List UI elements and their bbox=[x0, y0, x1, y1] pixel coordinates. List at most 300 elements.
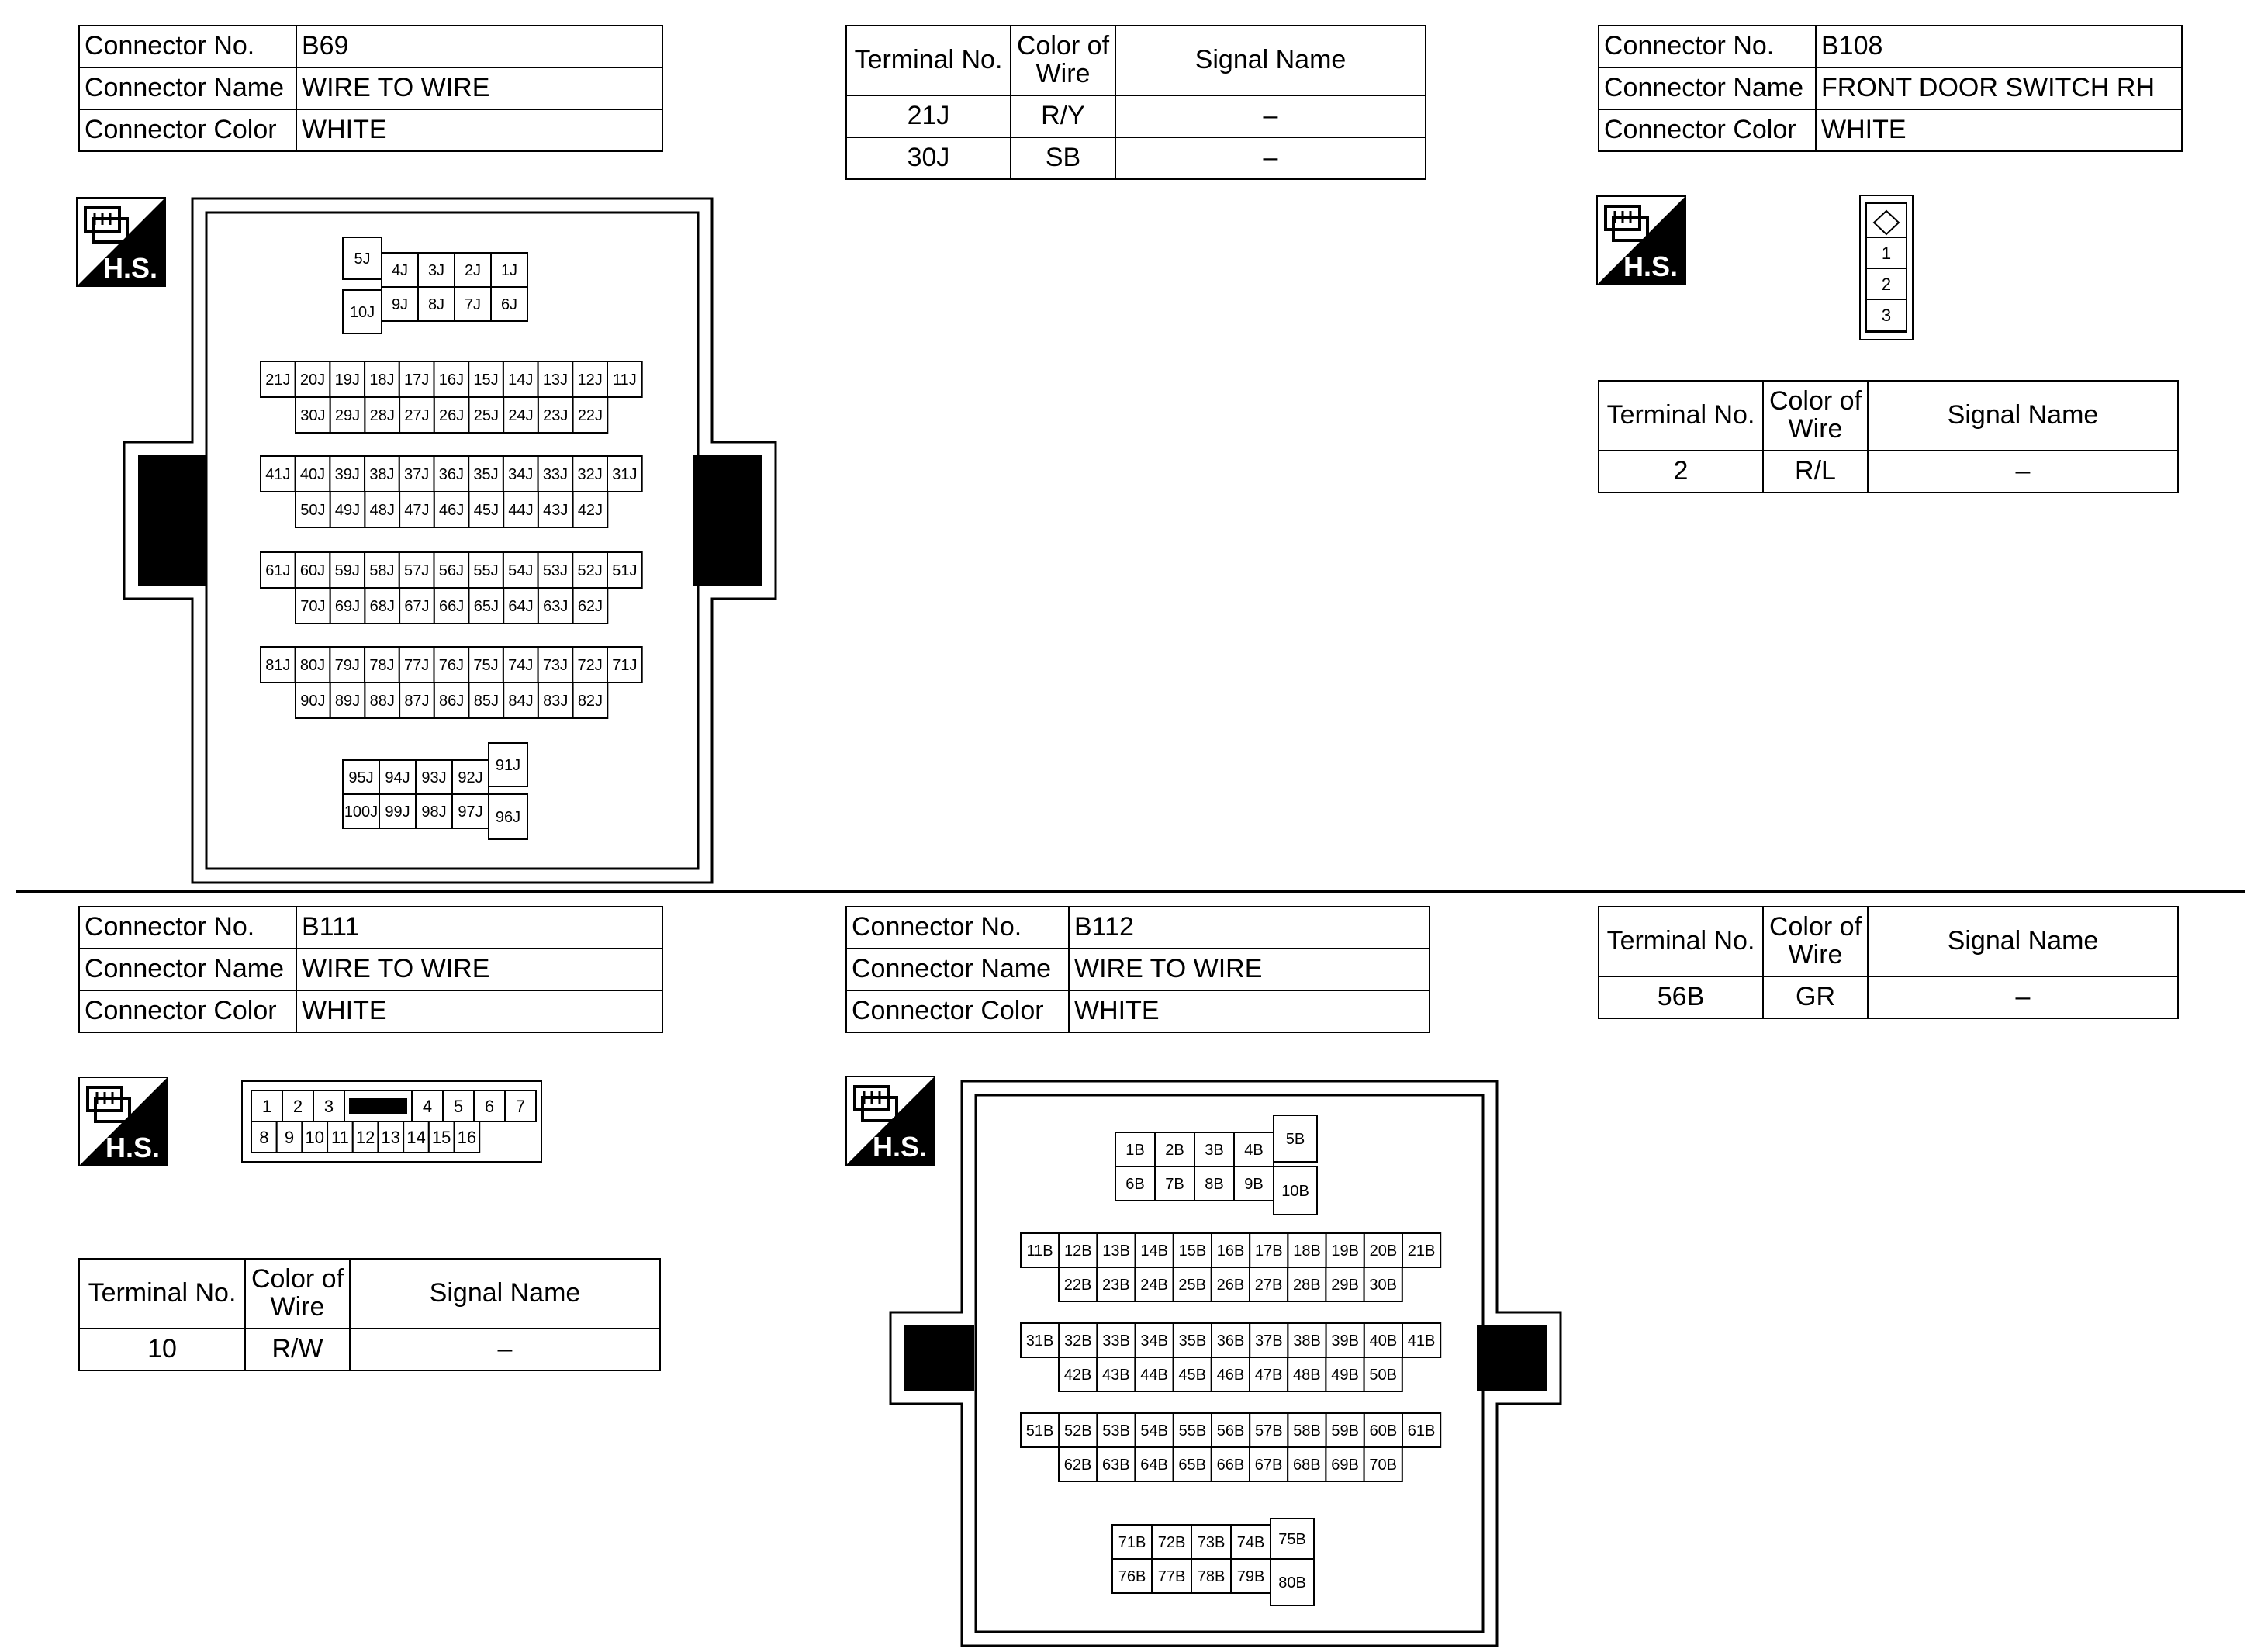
terminal-cell bbox=[1234, 1132, 1274, 1166]
terminal-cell bbox=[1155, 1132, 1194, 1166]
svg-text:H.S.: H.S. bbox=[1623, 251, 1678, 282]
svg-text:87J: 87J bbox=[404, 693, 430, 710]
terminal-no-cell: 56B bbox=[1599, 976, 1763, 1018]
terminal-cell bbox=[327, 1121, 353, 1153]
terminal-cell bbox=[607, 552, 642, 588]
terminal-cell bbox=[296, 683, 330, 718]
connector-name-label: Connector Name bbox=[846, 949, 1069, 990]
signal-name-cell: – bbox=[1115, 137, 1426, 179]
terminal-cell bbox=[503, 492, 538, 527]
terminal-cell bbox=[343, 290, 382, 334]
terminal-cell bbox=[1212, 1413, 1250, 1447]
terminal-cell bbox=[1097, 1233, 1135, 1267]
svg-text:49J: 49J bbox=[334, 502, 361, 520]
connector-color-value: WHITE bbox=[1069, 990, 1430, 1032]
terminal-cell bbox=[1364, 1357, 1402, 1391]
terminal-cell bbox=[489, 743, 527, 786]
terminal-cell bbox=[434, 647, 469, 683]
connector-no-label: Connector No. bbox=[79, 907, 296, 949]
svg-text:44J: 44J bbox=[508, 502, 534, 520]
terminal-cell bbox=[1021, 1413, 1059, 1447]
terminal-cell bbox=[1364, 1233, 1402, 1267]
connector-name-value: WIRE TO WIRE bbox=[296, 67, 662, 109]
svg-text:10J: 10J bbox=[349, 304, 375, 322]
terminal-cell bbox=[1402, 1413, 1440, 1447]
svg-text:38J: 38J bbox=[369, 466, 395, 484]
svg-text:30J: 30J bbox=[300, 407, 326, 425]
svg-text:25B: 25B bbox=[1178, 1277, 1206, 1294]
terminal-cell bbox=[1097, 1267, 1135, 1301]
svg-text:37J: 37J bbox=[404, 466, 430, 484]
svg-text:31J: 31J bbox=[612, 466, 638, 484]
svg-text:40J: 40J bbox=[299, 466, 326, 484]
svg-text:80J: 80J bbox=[299, 657, 326, 675]
svg-text:100J: 100J bbox=[344, 804, 379, 821]
terminal-cell bbox=[468, 361, 503, 397]
svg-text:4J: 4J bbox=[391, 262, 409, 280]
terminal-no-cell: 21J bbox=[846, 95, 1011, 137]
terminal-cell bbox=[573, 683, 608, 718]
svg-text:55B: 55B bbox=[1178, 1422, 1207, 1440]
connector-color-value: WHITE bbox=[1816, 109, 2182, 151]
terminal-cell bbox=[469, 492, 504, 527]
svg-text:50B: 50B bbox=[1369, 1367, 1397, 1384]
svg-text:18B: 18B bbox=[1293, 1242, 1321, 1260]
svg-text:H.S.: H.S. bbox=[105, 1132, 161, 1163]
svg-text:54B: 54B bbox=[1140, 1422, 1168, 1440]
svg-text:82J: 82J bbox=[577, 693, 603, 710]
svg-text:25J: 25J bbox=[473, 407, 499, 425]
connector-no-label: Connector No. bbox=[79, 26, 296, 67]
svg-text:48B: 48B bbox=[1293, 1367, 1321, 1384]
svg-text:20B: 20B bbox=[1369, 1242, 1398, 1260]
svg-text:73B: 73B bbox=[1197, 1534, 1226, 1552]
terminal-cell bbox=[379, 760, 416, 794]
connector-color-value: WHITE bbox=[296, 990, 662, 1032]
terminal-cell bbox=[412, 1090, 443, 1121]
terminal-cell bbox=[1191, 1559, 1231, 1593]
svg-text:59J: 59J bbox=[334, 562, 360, 580]
svg-text:71B: 71B bbox=[1118, 1534, 1146, 1552]
svg-text:46J: 46J bbox=[439, 502, 465, 520]
terminal-cell bbox=[1288, 1323, 1326, 1357]
terminal-cell bbox=[503, 456, 538, 492]
connector-color-label: Connector Color bbox=[846, 990, 1069, 1032]
svg-text:35J: 35J bbox=[473, 466, 499, 484]
color-of-wire-header: Color of Wire bbox=[1763, 907, 1868, 976]
svg-text:75B: 75B bbox=[1278, 1531, 1306, 1549]
svg-text:43J: 43J bbox=[543, 502, 569, 520]
connector-color-value: WHITE bbox=[296, 109, 662, 151]
svg-text:98J: 98J bbox=[421, 804, 447, 821]
svg-text:52B: 52B bbox=[1064, 1422, 1092, 1440]
terminal-cell bbox=[1097, 1447, 1135, 1481]
svg-text:11J: 11J bbox=[612, 372, 637, 389]
svg-text:62J: 62J bbox=[577, 598, 603, 616]
terminal-cell bbox=[330, 588, 365, 624]
locking-tab-left bbox=[904, 1325, 974, 1391]
svg-text:31B: 31B bbox=[1025, 1332, 1054, 1350]
terminal-cell bbox=[343, 794, 379, 828]
svg-text:92J: 92J bbox=[458, 769, 483, 787]
terminal-cell bbox=[503, 552, 538, 588]
connector-name-value: WIRE TO WIRE bbox=[296, 949, 662, 990]
svg-text:12J: 12J bbox=[577, 372, 603, 389]
terminal-cell bbox=[296, 456, 330, 492]
terminal-cell bbox=[538, 492, 573, 527]
svg-text:28J: 28J bbox=[369, 407, 395, 425]
terminal-cell bbox=[573, 492, 608, 527]
terminal-cell bbox=[1112, 1559, 1152, 1593]
signal-name-header: Signal Name bbox=[1868, 907, 2178, 976]
terminal-cell bbox=[1212, 1323, 1250, 1357]
terminal-cell bbox=[1326, 1323, 1364, 1357]
svg-text:81J: 81J bbox=[265, 657, 291, 675]
signal-name-header: Signal Name bbox=[350, 1259, 660, 1329]
terminal-no-header: Terminal No. bbox=[79, 1259, 245, 1329]
svg-text:74J: 74J bbox=[508, 657, 534, 675]
terminal-cell bbox=[1250, 1357, 1288, 1391]
svg-text:53B: 53B bbox=[1102, 1422, 1130, 1440]
svg-text:70B: 70B bbox=[1369, 1457, 1397, 1474]
svg-text:21B: 21B bbox=[1407, 1242, 1436, 1260]
svg-text:19B: 19B bbox=[1331, 1242, 1359, 1260]
terminal-cell bbox=[416, 794, 452, 828]
terminal-cell bbox=[365, 552, 399, 588]
connector-no-value: B69 bbox=[296, 26, 662, 67]
terminal-cell bbox=[330, 397, 365, 433]
terminal-cell bbox=[343, 237, 382, 279]
terminal-cell bbox=[330, 456, 365, 492]
terminal-cell bbox=[1152, 1525, 1191, 1559]
wire-color-cell: SB bbox=[1011, 137, 1115, 179]
svg-text:60B: 60B bbox=[1369, 1422, 1398, 1440]
svg-text:2: 2 bbox=[1881, 274, 1892, 294]
terminal-cell bbox=[1115, 1132, 1155, 1166]
connector-no-label: Connector No. bbox=[846, 907, 1069, 949]
terminal-cell bbox=[1115, 1166, 1155, 1201]
connector-name-label: Connector Name bbox=[79, 949, 296, 990]
terminal-cell bbox=[1250, 1267, 1288, 1301]
svg-text:69B: 69B bbox=[1331, 1457, 1359, 1474]
locking-tab-right bbox=[1477, 1325, 1547, 1391]
svg-text:18J: 18J bbox=[369, 372, 395, 389]
terminal-cell bbox=[573, 588, 608, 624]
svg-text:89J: 89J bbox=[334, 693, 361, 710]
terminal-cell bbox=[1059, 1233, 1097, 1267]
svg-text:8J: 8J bbox=[427, 296, 445, 314]
terminal-cell bbox=[261, 647, 296, 683]
svg-text:61B: 61B bbox=[1407, 1422, 1436, 1440]
terminal-cell bbox=[296, 588, 330, 624]
terminal-cell bbox=[1155, 1166, 1194, 1201]
terminal-cell bbox=[1364, 1267, 1402, 1301]
svg-text:44B: 44B bbox=[1140, 1367, 1168, 1384]
terminal-cell bbox=[1274, 1166, 1317, 1215]
svg-text:26B: 26B bbox=[1216, 1277, 1245, 1294]
svg-text:64B: 64B bbox=[1140, 1457, 1168, 1474]
svg-text:22J: 22J bbox=[577, 407, 603, 425]
svg-text:15B: 15B bbox=[1178, 1242, 1207, 1260]
terminal-cell bbox=[1250, 1447, 1288, 1481]
svg-text:45J: 45J bbox=[473, 502, 499, 520]
svg-text:16B: 16B bbox=[1216, 1242, 1245, 1260]
svg-text:54J: 54J bbox=[508, 562, 534, 580]
terminal-no-cell: 30J bbox=[846, 137, 1011, 179]
terminal-cell bbox=[1097, 1323, 1135, 1357]
terminal-cell bbox=[251, 1121, 277, 1153]
svg-text:14J: 14J bbox=[508, 372, 534, 389]
terminal-cell bbox=[607, 647, 642, 683]
svg-text:5J: 5J bbox=[354, 251, 371, 268]
terminal-cell bbox=[1152, 1559, 1191, 1593]
svg-text:36J: 36J bbox=[438, 466, 464, 484]
terminal-cell bbox=[261, 456, 296, 492]
terminal-cell bbox=[469, 588, 504, 624]
terminal-cell bbox=[365, 361, 399, 397]
svg-text:47B: 47B bbox=[1254, 1367, 1283, 1384]
svg-text:76B: 76B bbox=[1118, 1568, 1146, 1586]
terminal-cell bbox=[434, 588, 469, 624]
terminal-cell bbox=[1194, 1166, 1234, 1201]
svg-text:58J: 58J bbox=[369, 562, 395, 580]
terminal-cell bbox=[313, 1090, 344, 1121]
terminal-cell bbox=[607, 361, 642, 397]
terminal-cell bbox=[572, 552, 607, 588]
svg-text:69J: 69J bbox=[334, 598, 361, 616]
svg-text:79J: 79J bbox=[334, 657, 360, 675]
svg-text:70J: 70J bbox=[300, 598, 326, 616]
terminal-cell bbox=[353, 1121, 379, 1153]
svg-text:1B: 1B bbox=[1125, 1142, 1145, 1160]
terminal-cell bbox=[1174, 1447, 1212, 1481]
svg-text:11: 11 bbox=[330, 1127, 349, 1147]
terminal-cell bbox=[503, 647, 538, 683]
terminal-cell bbox=[538, 361, 573, 397]
svg-text:5: 5 bbox=[453, 1096, 464, 1116]
connector-no-value: B108 bbox=[1816, 26, 2182, 67]
svg-text:34B: 34B bbox=[1140, 1332, 1168, 1350]
terminal-cell bbox=[1250, 1413, 1288, 1447]
terminal-cell bbox=[1112, 1525, 1152, 1559]
terminal-cell bbox=[469, 683, 504, 718]
terminal-cell bbox=[503, 361, 538, 397]
terminal-cell bbox=[455, 253, 491, 287]
svg-text:65J: 65J bbox=[473, 598, 499, 616]
terminal-cell bbox=[1212, 1447, 1250, 1481]
terminal-cell bbox=[399, 588, 434, 624]
svg-text:45B: 45B bbox=[1178, 1367, 1206, 1384]
svg-text:66J: 66J bbox=[439, 598, 465, 616]
svg-text:60J: 60J bbox=[299, 562, 326, 580]
connector-color-label: Connector Color bbox=[1599, 109, 1816, 151]
svg-text:73J: 73J bbox=[542, 657, 569, 675]
signal-name-header: Signal Name bbox=[1868, 381, 2178, 451]
terminal-cell bbox=[572, 456, 607, 492]
svg-text:4: 4 bbox=[422, 1096, 433, 1116]
terminal-cell bbox=[452, 794, 489, 828]
terminal-cell bbox=[1135, 1447, 1173, 1481]
svg-text:8: 8 bbox=[259, 1127, 269, 1147]
terminal-cell bbox=[1231, 1559, 1271, 1593]
terminal-cell bbox=[573, 397, 608, 433]
svg-text:26J: 26J bbox=[439, 407, 465, 425]
svg-text:3: 3 bbox=[323, 1096, 334, 1116]
svg-text:10: 10 bbox=[305, 1127, 324, 1147]
svg-text:94J: 94J bbox=[385, 769, 410, 787]
svg-text:48J: 48J bbox=[369, 502, 395, 520]
terminal-cell bbox=[434, 361, 469, 397]
terminal-cell bbox=[399, 492, 434, 527]
terminal-cell bbox=[503, 397, 538, 433]
connector-no-value: B112 bbox=[1069, 907, 1430, 949]
terminal-cell bbox=[1326, 1413, 1364, 1447]
svg-text:57B: 57B bbox=[1255, 1422, 1283, 1440]
terminal-cell bbox=[1866, 268, 1907, 299]
terminal-cell bbox=[434, 456, 469, 492]
terminal-cell bbox=[1174, 1323, 1212, 1357]
terminal-no-cell: 10 bbox=[79, 1329, 245, 1370]
terminal-cell bbox=[434, 397, 469, 433]
terminal-cell bbox=[1326, 1233, 1364, 1267]
svg-text:10B: 10B bbox=[1281, 1183, 1309, 1201]
svg-text:41B: 41B bbox=[1407, 1332, 1436, 1350]
svg-text:67B: 67B bbox=[1254, 1457, 1283, 1474]
svg-text:H.S.: H.S. bbox=[872, 1131, 928, 1163]
terminal-cell bbox=[1271, 1559, 1314, 1605]
terminal-cell bbox=[296, 647, 330, 683]
svg-text:38B: 38B bbox=[1293, 1332, 1321, 1350]
svg-text:55J: 55J bbox=[473, 562, 499, 580]
svg-text:3B: 3B bbox=[1205, 1142, 1224, 1160]
terminal-cell bbox=[330, 552, 365, 588]
terminal-cell bbox=[469, 397, 504, 433]
connector-color-label: Connector Color bbox=[79, 990, 296, 1032]
svg-text:8B: 8B bbox=[1205, 1176, 1224, 1194]
terminal-cell bbox=[416, 760, 452, 794]
svg-text:46B: 46B bbox=[1216, 1367, 1245, 1384]
svg-text:58B: 58B bbox=[1293, 1422, 1321, 1440]
svg-text:49B: 49B bbox=[1331, 1367, 1359, 1384]
svg-text:1J: 1J bbox=[500, 262, 518, 280]
terminal-cell bbox=[1364, 1413, 1402, 1447]
terminal-no-header: Terminal No. bbox=[1599, 381, 1763, 451]
svg-text:19J: 19J bbox=[334, 372, 360, 389]
wire-color-cell: R/L bbox=[1763, 451, 1868, 492]
terminal-cell bbox=[399, 361, 434, 397]
svg-text:11B: 11B bbox=[1026, 1242, 1053, 1260]
svg-text:27B: 27B bbox=[1254, 1277, 1283, 1294]
svg-text:41J: 41J bbox=[265, 466, 291, 484]
terminal-cell bbox=[382, 287, 418, 321]
terminal-cell bbox=[1402, 1233, 1440, 1267]
terminal-cell bbox=[403, 1121, 429, 1153]
terminal-no-cell: 2 bbox=[1599, 451, 1763, 492]
terminal-cell bbox=[434, 683, 469, 718]
terminal-cell bbox=[330, 492, 365, 527]
svg-text:57J: 57J bbox=[404, 562, 430, 580]
connector-no-label: Connector No. bbox=[1599, 26, 1816, 67]
svg-text:34J: 34J bbox=[508, 466, 534, 484]
terminal-cell bbox=[365, 492, 399, 527]
svg-text:5B: 5B bbox=[1285, 1131, 1305, 1149]
svg-text:7B: 7B bbox=[1165, 1176, 1184, 1194]
svg-text:50J: 50J bbox=[300, 502, 326, 520]
terminal-cell bbox=[1174, 1267, 1212, 1301]
terminal-cell bbox=[1059, 1413, 1097, 1447]
svg-text:1: 1 bbox=[1881, 243, 1892, 263]
svg-text:77J: 77J bbox=[404, 657, 430, 675]
terminal-cell bbox=[296, 397, 330, 433]
svg-text:32J: 32J bbox=[577, 466, 603, 484]
svg-text:33J: 33J bbox=[542, 466, 569, 484]
signal-name-cell: – bbox=[1115, 95, 1426, 137]
terminal-cell bbox=[1288, 1233, 1326, 1267]
svg-text:17B: 17B bbox=[1255, 1242, 1283, 1260]
svg-text:13J: 13J bbox=[542, 372, 569, 389]
svg-text:42J: 42J bbox=[577, 502, 603, 520]
svg-text:65B: 65B bbox=[1178, 1457, 1206, 1474]
terminal-cell bbox=[607, 456, 642, 492]
terminal-cell bbox=[1097, 1413, 1135, 1447]
signal-name-cell: – bbox=[350, 1329, 660, 1370]
terminal-cell bbox=[365, 456, 399, 492]
terminal-cell bbox=[1364, 1323, 1402, 1357]
svg-text:68B: 68B bbox=[1293, 1457, 1321, 1474]
terminal-cell bbox=[1021, 1323, 1059, 1357]
terminal-cell bbox=[1059, 1357, 1097, 1391]
terminal-cell bbox=[365, 683, 399, 718]
wire-color-cell: R/Y bbox=[1011, 95, 1115, 137]
terminal-cell bbox=[1135, 1267, 1173, 1301]
terminal-cell bbox=[1212, 1357, 1250, 1391]
terminal-cell bbox=[1288, 1267, 1326, 1301]
svg-text:14B: 14B bbox=[1140, 1242, 1168, 1260]
terminal-cell bbox=[282, 1090, 313, 1121]
terminal-cell bbox=[491, 287, 527, 321]
terminal-cell bbox=[434, 492, 469, 527]
svg-text:78B: 78B bbox=[1197, 1568, 1226, 1586]
svg-text:9: 9 bbox=[284, 1127, 295, 1147]
svg-text:32B: 32B bbox=[1064, 1332, 1092, 1350]
svg-text:61J: 61J bbox=[265, 562, 291, 580]
svg-text:15: 15 bbox=[431, 1127, 451, 1147]
terminal-cell bbox=[399, 647, 434, 683]
svg-text:83J: 83J bbox=[543, 693, 569, 710]
svg-text:9B: 9B bbox=[1244, 1176, 1264, 1194]
terminal-cell bbox=[455, 1121, 480, 1153]
terminal-cell bbox=[365, 647, 399, 683]
svg-text:37B: 37B bbox=[1255, 1332, 1283, 1350]
svg-text:75J: 75J bbox=[473, 657, 499, 675]
svg-text:97J: 97J bbox=[458, 804, 483, 821]
svg-text:7J: 7J bbox=[464, 296, 482, 314]
svg-text:84J: 84J bbox=[508, 693, 534, 710]
terminal-cell bbox=[1174, 1413, 1212, 1447]
terminal-cell bbox=[382, 253, 418, 287]
terminal-cell bbox=[538, 647, 573, 683]
svg-text:33B: 33B bbox=[1102, 1332, 1130, 1350]
terminal-cell bbox=[277, 1121, 303, 1153]
svg-text:99J: 99J bbox=[385, 804, 410, 821]
svg-text:68J: 68J bbox=[369, 598, 395, 616]
terminal-cell bbox=[572, 647, 607, 683]
svg-text:62B: 62B bbox=[1063, 1457, 1092, 1474]
svg-text:39B: 39B bbox=[1331, 1332, 1359, 1350]
terminal-cell bbox=[503, 588, 538, 624]
svg-text:12B: 12B bbox=[1064, 1242, 1092, 1260]
terminal-cell bbox=[399, 397, 434, 433]
